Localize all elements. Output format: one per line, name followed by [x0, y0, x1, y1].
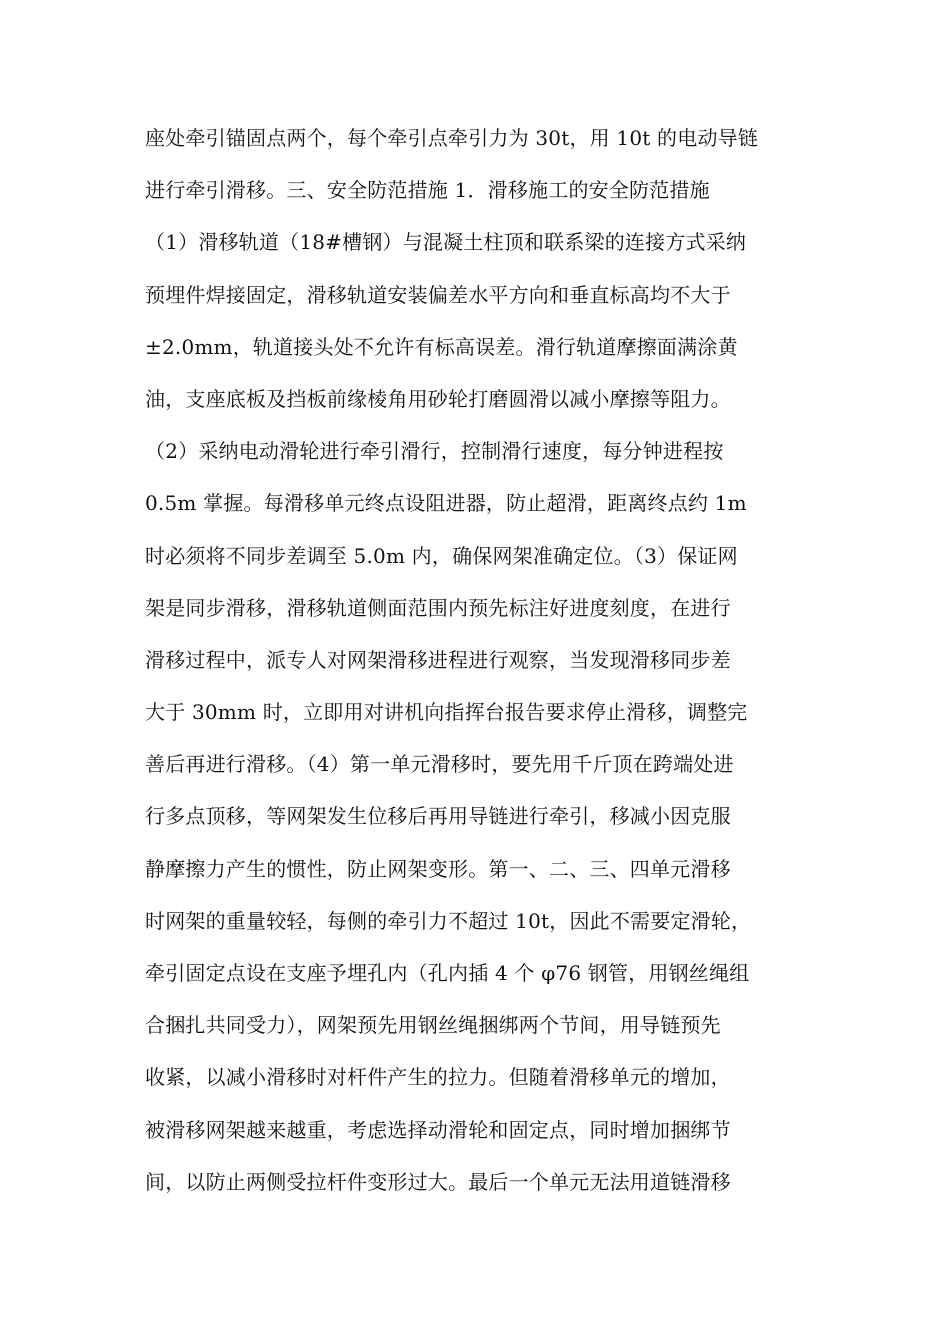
text-line: 滑移过程中，派专人对网架滑移进程进行观察，当发现滑移同步差 — [145, 647, 731, 672]
text-line: 行多点顶移，等网架发生位移后再用导链进行牵引，移减小因克服 — [145, 804, 731, 829]
text-line: 合捆扎共同受力），网架预先用钢丝绳捆绑两个节间，用导链预先 — [145, 1013, 721, 1038]
text-line: 大于 30mm 时，立即用对讲机向指挥台报告要求停止滑移，调整完 — [145, 700, 748, 725]
text-line: 油，支座底板及挡板前缘棱角用砂轮打磨圆滑以减小摩擦等阻力。 — [145, 386, 731, 411]
text-line: 0.5m 掌握。每滑移单元终点设阻进器，防止超滑，距离终点约 1m — [145, 491, 747, 516]
text-line: 收紧，以减小滑移时对杆件产生的拉力。但随着滑移单元的增加， — [145, 1065, 731, 1090]
text-line: 时网架的重量较轻，每侧的牵引力不超过 10t，因此不需要定滑轮， — [145, 908, 752, 933]
text-line: （2）采纳电动滑轮进行牵引滑行，控制滑行速度，每分钟进程按 — [145, 439, 724, 464]
text-line: 预埋件焊接固定，滑移轨道安装偏差水平方向和垂直标高均不大于 — [145, 282, 731, 307]
text-line: 架是同步滑移，滑移轨道侧面范围内预先标注好进度刻度，在进行 — [145, 595, 731, 620]
text-line: 牵引固定点设在支座予埋孔内（孔内插 4 个 φ76 钢管，用钢丝绳组 — [145, 961, 750, 985]
text-line: 被滑移网架越来越重，考虑选择动滑轮和固定点，同时增加捆绑节 — [145, 1117, 731, 1142]
text-line: 静摩擦力产生的惯性，防止网架变形。第一、二、三、四单元滑移 — [145, 856, 731, 881]
text-line: 善后再进行滑移。（4）第一单元滑移时，要先用千斤顶在跨端处进 — [145, 752, 734, 777]
text-line: 时必须将不同步差调至 5.0m 内，确保网架准确定位。（3）保证网 — [145, 543, 738, 568]
text-line: 间，以防止两侧受拉杆件变形过大。最后一个单元无法用道链滑移 — [145, 1169, 731, 1194]
text-line: ±2.0mm，轨道接头处不允许有标高误差。滑行轨道摩擦面满涂黄 — [145, 334, 738, 359]
text-line: 进行牵引滑移。三、安全防范措施 1．滑移施工的安全防范措施 — [145, 178, 710, 203]
body-text — [145, 118, 810, 1214]
text-line: 座处牵引锚固点两个，每个牵引点牵引力为 30t，用 10t 的电动导链 — [145, 126, 759, 150]
text-line: （1）滑移轨道（18#槽钢）与混凝土柱顶和联系梁的连接方式采纳 — [145, 230, 747, 255]
